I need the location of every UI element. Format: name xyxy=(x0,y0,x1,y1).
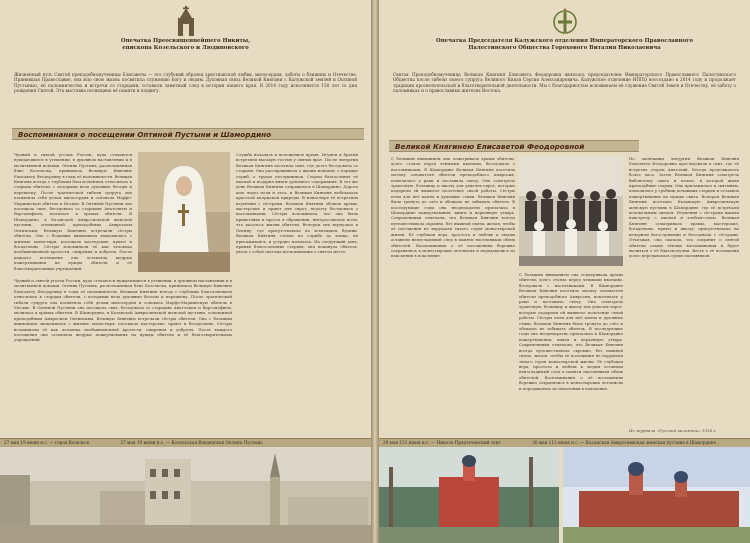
left-page xyxy=(0,0,371,543)
right-section-banner: Великой Княгинею Елисаветой Феодоровной xyxy=(389,140,639,152)
right-heading: Опечатка Председателя Калужского отделения Императорского Православного Палестинского Общества Горохового Виталия Николаевича xyxy=(436,38,693,51)
palestine-society-cross-icon xyxy=(553,6,577,38)
left-column-2: Служба началась в положенное время. Игумен и братия встретили высокую гостью у святых врат. После литургии Великая Княгиня посетила скит, где долго беседовала со старцем. Она расспрашивала о жизни монахов, о порядке служб, о трудах послушников. Старец благословил её иконой и подарил книги духовного содержания. В тот же день Великая Княгиня отправилась в Шамордино. Дорога шла через поля и леса, и Великая Княгиня любовалась красотой калужской природы. В монастыре её встретила игумения с сёстрами. Великая Княгиня обошла храмы, мастерские и приют для сирот, подолгу беседовала с насельницами. Сёстры вспоминали, что она была приветлива и проста в обращении, интересовалась всем, что касалось жизни обители. Вечером она вернулась в Оптину, где присутствовала на всенощном бдении. Великая Княгиня стояла на службе до конца, не присаживаясь, и усердно молилась. На следующий день, приняв благословение старцев, она покинула обитель, увозя с собой светлые воспоминания о святом месте. xyxy=(236,152,358,255)
right-column-1: С большим вниманием она осматривала храмы обители, долго стояла перед чтимыми иконами, беседовала с насельниками. В Шамордине Великая Княгиня посетила могилу основателя обители преподобного Амвросия, помолилась у раки и поставила свечу. Она осмотрела трапезную, больницу и школу для девочек-сирот, которые подарили ей вышитое полотенце своей работы. Сёстры пели для неё канты и духовные стихи. Великая Княгиня была тронута до слёз и обещала не забывать обитель. В последующие годы она неоднократно присылала в Шамордино пожертвования, книги и церковную утварь. Современники отмечали, что Великая Княгиня всегда путешествовала скромно, без пышной свиты, желая, чтобы её посещения не нарушали тихого строя монастырской жизни. Её глубокая вера, простота и любовь к людям оставили неизгладимый след в памяти насельников обеих обителей. Воспоминания о её посещениях бережно сохранялись в монастырских летописях и передавались из поколения в поколение. xyxy=(391,156,515,259)
left-footer: 27 мая 19 июня н.с. — город Козельск 27 мая 19 июня н.с. — Козельская Введенская Оптина Пустынь xyxy=(0,438,371,447)
right-intro-text: Святая Преподобномученица Великая Княгиня Елисавета Феодоровна являлась председателем Императорского Православного Палестинского Общества после гибели своего супруга Великого Князя Сергия Александровича. Калужское отделение ИППО воссоздано в 2014 году и продолжает традиции просветительской и благотворительной деятельности. Мы с благодарностью вспоминаем её служение Святой Земле и Отечеству, её заботу о паломниках и о православных жителях Востока. xyxy=(393,72,736,94)
right-column-1b: С большим вниманием она осматривала храмы обители, долго стояла перед чтимыми иконами, беседовала с насельниками. В Шамордине Великая Княгиня посетила могилу основателя обители преподобного Амвросия, помолилась у раки и поставила свечу. Она осмотрела трапезную, больницу и школу для девочек-сирот, которые подарили ей вышитое полотенце своей работы. Сёстры пели для неё канты и духовные стихи. Великая Княгиня была тронута до слёз и обещала не забывать обитель. В последующие годы она неоднократно присылала в Шамордино пожертвования, книги и церковную утварь. Современники отмечали, что Великая Княгиня всегда путешествовала скромно, без пышной свиты, желая, чтобы её посещения не нарушали тихого строя монастырской жизни. Её глубокая вера, простота и любовь к людям оставили неизгладимый след в памяти насельников обеих обителей. Воспоминания о её посещениях бережно сохранялись в монастырских летописях и передавались из поколения в поколение. xyxy=(519,272,623,391)
source-note: Из журнала «Русский паломник» 1914 г. xyxy=(629,428,717,433)
right-footer: 29 мая 131 июня н.с. — Николо-Предтеченский скит 30 мая 112 июня н.с. — Казанская Амвросиевская женская пустынь в Шамордино xyxy=(379,438,750,447)
left-section-banner: Воспоминания о посещении Оптиной Пустыни и Шамордино xyxy=(12,128,364,140)
church-emblem-icon xyxy=(174,6,198,38)
monastery-photos xyxy=(379,447,750,543)
book-spine xyxy=(371,0,379,543)
kozelsk-town-photo xyxy=(0,447,371,543)
left-column-1b: Чудный и святой уголок России, куда стекаются нуждающиеся в утешении, в духовном наставлении и в молитвенной помощи. Оптина Пустынь, расположенная близ Козельска, принимала Великую Княгиню Елисавету Феодоровну в годы её паломничеств. Великая Княгиня всегда с глубоким благоговением относилась к старцам обители, с которыми вела духовные беседы и переписку. После трагической гибели супруга она посвятила себя делам милосердия и основала Марфо-Мариинскую обитель в Москве. В Оптиной Пустыни она посещала скит, беседовала со старцами Анатолием и Варсонофием, молилась в храмах обители. В Шамордино, в Казанской Амвросиевской женской пустыни, основанной преподобным Амвросием Оптинским, Великую Княгиню встречали сёстры обители. Она с большим вниманием знакомилась с жизнью монастыря, посещала мастерские, приют и богадельню. Сёстры вспоминали её как человека необыкновенной кротости, смирения и доброты. После каждого посещения она оставляла щедрые пожертвования на нужды обители и её благотворительных учреждений. xyxy=(14,278,232,343)
left-heading: Опечатка Преосвященнейшего Никиты, епископа Козельского и Людиновского xyxy=(120,38,251,51)
grand-duchess-portrait xyxy=(138,152,230,272)
left-intro-text: Жизненный путь Святой преподобномученицы Елисаветы — это глубокий образец христианской любви, милосердия, заботы о ближних и Отечестве. Принявшая Православие, она всю свою жизнь посвятила служению Богу и людям. Духовная связь Великой Княгини с Калужской землей и Оптиной Пустынью, её паломничества и встречи со старцами, оставили заметный след в истории нашего края. В 2014 году исполняется 150 лет со дня рождения Святой. Эта выставка посвящена её памяти и подвигу. xyxy=(14,72,357,94)
group-photo xyxy=(519,156,623,266)
right-column-2: По окончании литургии Великая Княгиня Елисавета Феодоровна проследовала в скит, где её встретил старец Анатолий. Беседа продолжалась более часа. Затем Великая Княгиня осмотрела библиотеку скита и келью, в которой жили преподобные старцы. Она приложилась к святыням, помолилась у гробниц почивших старцев и оставила пожертвование на нужды скита. Вечером Великая Княгиня посетила Казанскую Амвросиевскую женскую пустынь в Шамордине, где её встречали колокольным звоном. Игумения с сёстрами вышли навстречу с иконой и хлебом-солью. Великая Княгиня осматривала храмы, мастерские, богадельню, приют и школу, присутствовала на вечернем богослужении и беседовала с сёстрами. Отъезжая, она сказала, что сохранит о святой обители самые тёплые воспоминания и будет молиться о её благополучии. Весть о её посещении долго передавалась среди паломников. xyxy=(629,156,739,259)
left-column-1a: Чудный и святой уголок России, куда стекаются нуждающиеся в утешении, в духовном наставлении и в молитвенной помощи. Оптина Пустынь, расположенная близ Козельска, принимала Великую Княгиню Елисавету Феодоровну в годы её паломничеств. Великая Княгиня всегда с глубоким благоговением относилась к старцам обители, с которыми вела духовные беседы и переписку. После трагической гибели супруга она посвятила себя делам милосердия и основала Марфо-Мариинскую обитель в Москве. В Оптиной Пустыни она посещала скит, беседовала со старцами Анатолием и Варсонофием, молилась в храмах обители. В Шамордино, в Казанской Амвросиевской женской пустыни, основанной преподобным Амвросием Оптинским, Великую Княгиню встречали сёстры обители. Она с большим вниманием знакомилась с жизнью монастыря, посещала мастерские, приют и богадельню. Сёстры вспоминали её как человека необыкновенной кротости, смирения и доброты. После каждого посещения она оставляла щедрые пожертвования на нужды обители и её благотворительных учреждений. xyxy=(14,152,132,271)
right-page xyxy=(379,0,750,543)
